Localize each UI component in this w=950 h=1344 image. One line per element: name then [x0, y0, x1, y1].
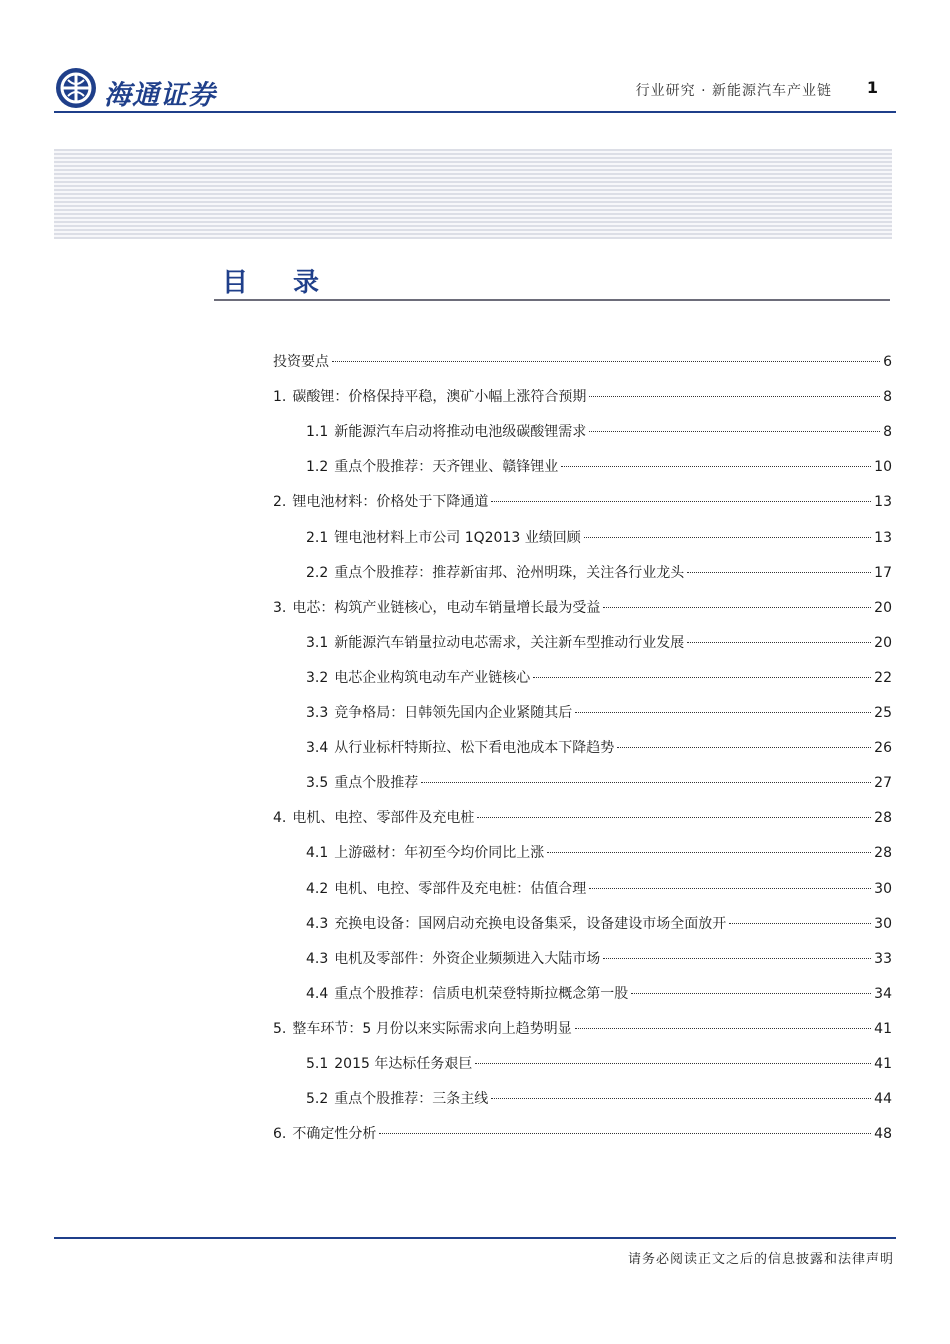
toc-entry[interactable] [273, 351, 892, 375]
toc-dot-leader [421, 782, 871, 783]
toc-entry-number: 6. [273, 1126, 287, 1143]
toc-entry-title: 电机、电控、零部件及充电桩 [292, 810, 475, 827]
toc-entry-number: 1.1 [306, 424, 329, 441]
toc-entry-title: 电芯：构筑产业链核心，电动车销量增长最为受益 [292, 599, 601, 616]
toc-entry-page: 30 [874, 915, 892, 932]
toc-entry-title: 整车环节：5 月份以来实际需求向上趋势明显 [292, 1020, 572, 1037]
toc-entry-title: 上游磁材：年初至今均价同比上涨 [334, 845, 545, 862]
toc-entry-title: 从行业标杆特斯拉、松下看电池成本下降趋势 [334, 740, 615, 757]
toc-dot-leader [589, 431, 880, 432]
toc-entry[interactable] [273, 1123, 892, 1147]
toc-entry-number: 2.2 [306, 564, 329, 581]
toc-entry-page: 25 [874, 705, 892, 721]
toc-entry-number: 3. [273, 599, 287, 616]
toc-entry-title: 投资要点 [273, 354, 329, 370]
footer-disclaimer: 请务必阅读正文之后的信息披露和法律声明 [627, 1252, 894, 1267]
toc-dot-leader [477, 817, 871, 818]
toc-dot-leader [379, 1133, 871, 1134]
toc-entry-number: 3.4 [306, 740, 329, 757]
toc-entry[interactable] [273, 386, 892, 410]
toc-entry[interactable] [306, 702, 892, 726]
toc-dot-leader [603, 607, 871, 608]
toc-entry-title: 新能源汽车启动将推动电池级碳酸锂需求 [334, 424, 587, 441]
toc-entry-number: 4. [273, 810, 287, 827]
toc-entry-page: 34 [874, 985, 892, 1002]
toc-entry-page: 27 [874, 775, 892, 792]
toc-entry[interactable] [306, 772, 892, 796]
toc-dot-leader [687, 572, 871, 573]
toc-dot-leader [561, 466, 871, 467]
toc-heading: 目 录 [222, 268, 338, 298]
toc-entry[interactable] [306, 878, 892, 902]
toc-entry-page: 28 [874, 845, 892, 862]
toc-entry-page: 41 [874, 1020, 892, 1037]
report-title: 行业研究 · 新能源汽车产业链 [635, 83, 832, 99]
company-logo [54, 66, 234, 112]
toc-entry-page: 13 [874, 494, 892, 511]
toc-entry-title: 电机、电控、零部件及充电桩：估值合理 [334, 880, 587, 897]
toc-entry-title: 新能源汽车销量拉动电芯需求，关注新车型推动行业发展 [334, 634, 685, 651]
page-number: 1 [866, 78, 878, 97]
toc-entry[interactable] [306, 667, 892, 691]
toc-entry-number: 1.2 [306, 459, 329, 476]
company-name: 海通证券 [104, 80, 216, 111]
toc-entry-page: 44 [874, 1091, 892, 1108]
toc-entry[interactable] [306, 527, 892, 551]
toc-entry[interactable] [273, 491, 892, 515]
toc-dot-leader [631, 993, 871, 994]
toc-entry[interactable] [306, 562, 892, 586]
toc-entry[interactable] [306, 456, 892, 480]
toc-entry-page: 26 [874, 740, 892, 757]
toc-entry-page: 17 [874, 564, 892, 581]
toc-entry-number: 2.1 [306, 529, 329, 546]
toc-dot-leader [575, 1028, 871, 1029]
toc-entry-number: 1. [273, 389, 287, 406]
toc-entry[interactable] [306, 421, 892, 445]
toc-dot-leader [589, 888, 871, 889]
toc-entry-number: 5.1 [306, 1056, 329, 1072]
toc-entry-title: 锂电池材料：价格处于下降通道 [292, 494, 489, 511]
toc-entry[interactable] [306, 632, 892, 656]
toc-entry-page: 33 [874, 950, 892, 967]
toc-entry-page: 41 [874, 1056, 892, 1072]
toc-entry[interactable] [273, 807, 892, 831]
header-divider [54, 111, 896, 113]
toc-entry-title: 锂电池材料上市公司 1Q2013 业绩回顾 [334, 529, 581, 546]
toc-entry-page: 6 [883, 354, 892, 370]
toc-entry-number: 3.3 [306, 705, 329, 721]
toc-entry[interactable] [306, 948, 892, 972]
toc-entry-number: 5. [273, 1020, 287, 1037]
toc-entry[interactable] [306, 913, 892, 937]
toc-dot-leader [584, 537, 871, 538]
toc-entry[interactable] [306, 1053, 892, 1077]
toc-entry-number: 4.1 [306, 845, 329, 862]
toc-entry[interactable] [306, 1088, 892, 1112]
toc-entry[interactable] [306, 983, 892, 1007]
toc-entry-page: 30 [874, 880, 892, 897]
decorative-banner [54, 149, 892, 239]
toc-entry-title: 2015 年达标任务艰巨 [334, 1056, 473, 1072]
toc-dot-leader [533, 677, 871, 678]
toc-entry-page: 8 [883, 424, 892, 441]
toc-entry[interactable] [273, 597, 892, 621]
toc-dot-leader [575, 712, 871, 713]
company-logo-icon [54, 66, 98, 110]
toc-entry-number: 2. [273, 494, 287, 511]
toc-entry[interactable] [306, 737, 892, 761]
toc-entry-page: 13 [874, 529, 892, 546]
toc-entry-page: 28 [874, 810, 892, 827]
toc-entry-number: 3.5 [306, 775, 329, 792]
toc-entry-title: 竞争格局：日韩领先国内企业紧随其后 [334, 705, 573, 721]
toc-dot-leader [475, 1063, 871, 1064]
toc-entry-title: 重点个股推荐 [334, 775, 419, 792]
toc-entry-title: 重点个股推荐：三条主线 [334, 1091, 489, 1108]
toc-entry-number: 4.4 [306, 985, 329, 1002]
toc-entry-page: 20 [874, 634, 892, 651]
toc-entry-page: 20 [874, 599, 892, 616]
toc-heading-divider [214, 299, 890, 301]
toc-entry-page: 8 [883, 389, 892, 406]
toc-entry-title: 电机及零部件：外资企业频频进入大陆市场 [334, 950, 601, 967]
toc-entry-title: 碳酸锂：价格保持平稳，澳矿小幅上涨符合预期 [292, 389, 587, 406]
toc-entry-title: 重点个股推荐：天齐锂业、赣锋锂业 [334, 459, 559, 476]
toc-entry-page: 22 [874, 669, 892, 686]
toc-entry-title: 充换电设备：国网启动充换电设备集采，设备建设市场全面放开 [334, 915, 727, 932]
toc-dot-leader [603, 958, 871, 959]
toc-dot-leader [687, 642, 871, 643]
toc-entry-number: 4.2 [306, 880, 329, 897]
toc-dot-leader [589, 396, 880, 397]
toc-entry-number: 4.3 [306, 950, 329, 967]
toc-entry-number: 3.2 [306, 669, 329, 686]
toc-entry-number: 5.2 [306, 1091, 329, 1108]
toc-entry-number: 4.3 [306, 915, 329, 932]
toc-dot-leader [491, 501, 871, 502]
toc-dot-leader [547, 852, 871, 853]
toc-dot-leader [617, 747, 871, 748]
toc-entry-page: 48 [874, 1126, 892, 1143]
footer-divider [54, 1237, 896, 1239]
toc-entry-title: 不确定性分析 [292, 1126, 377, 1143]
toc-dot-leader [332, 361, 880, 362]
toc-dot-leader [729, 923, 871, 924]
toc-entry[interactable] [306, 842, 892, 866]
toc-entry-title: 重点个股推荐：信质电机荣登特斯拉概念第一股 [334, 985, 629, 1002]
toc-entry-title: 重点个股推荐：推荐新宙邦、沧州明珠，关注各行业龙头 [334, 564, 685, 581]
toc-entry-page: 10 [874, 459, 892, 476]
toc-entry[interactable] [273, 1018, 892, 1042]
toc-entry-title: 电芯企业构筑电动车产业链核心 [334, 669, 531, 686]
toc-dot-leader [491, 1098, 871, 1099]
toc-entry-number: 3.1 [306, 634, 329, 651]
